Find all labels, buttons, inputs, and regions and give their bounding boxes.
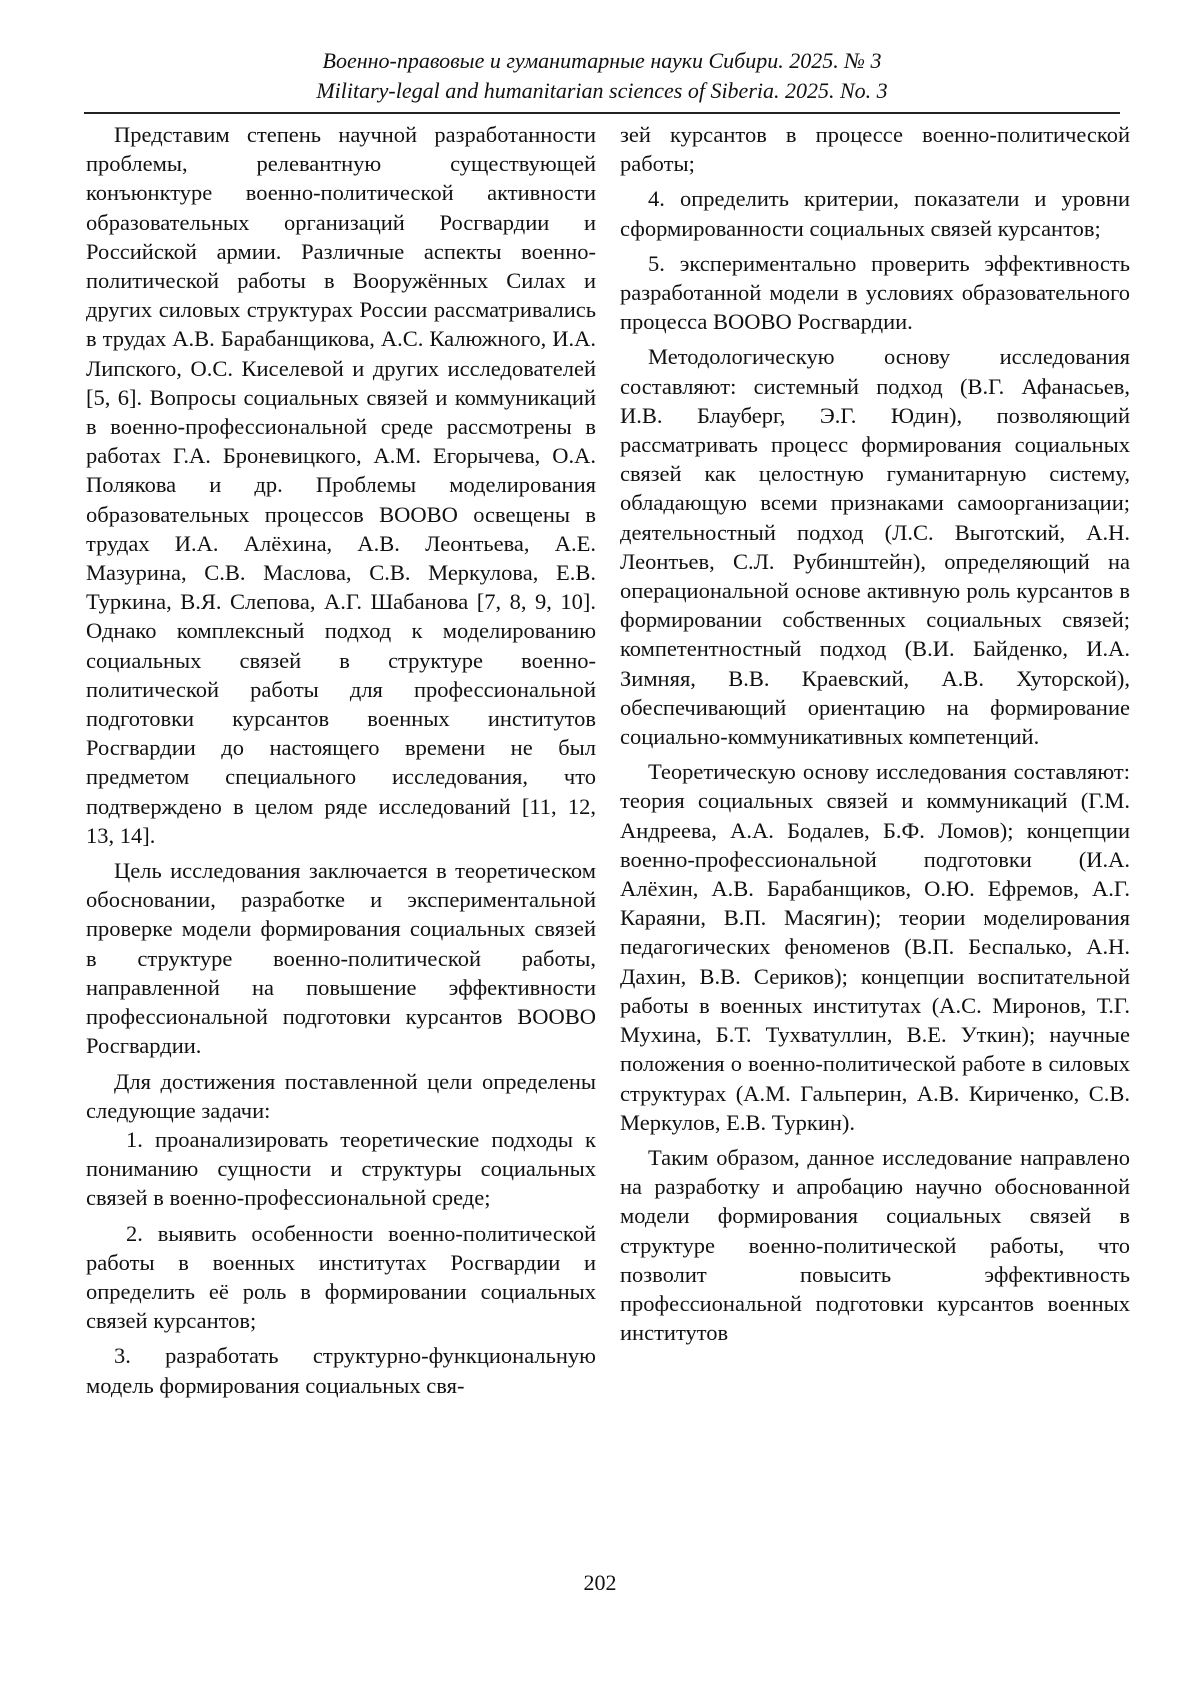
list-item-task-2: 2. выявить особенности военно-политической работы в военных институтах Росгвардии и определить её роль в формировании социальных связей курсантов; bbox=[86, 1220, 596, 1334]
paragraph-methodology: Методологическую основу исследования составляют: системный подход (В.Г. Афанасьев, И.В. Блауберг, Э.Г. Юдин), позволяющий рассматривать процесс формирования социальных связей как целостную гуманитарную систему, обладающую всеми признаками самоорганизации; деятельностный подход (Л.С. Выготский, А.Н. Леонтьев, С.Л. Рубинштейн), определяющий на операциональной основе активную роль курсантов в формировании собственных социальных связей; компетентностный подход (В.И. Байденко, И.А. Зимняя, В.В. Краевский, А.В. Хуторской), обеспечивающий ориентацию на формирование социально-коммуникативных компетенций. bbox=[620, 344, 1130, 750]
list-item-task-4: 4. определить критерии, показатели и уровни сформированности социальных связей курсантов; bbox=[620, 186, 1130, 241]
list-item-task-1: 1. проанализировать теоретические подходы к пониманию сущности и структуры социальных связей в военно-профессиональной среде; bbox=[86, 1126, 596, 1211]
paragraph-literature-review: Представим степень научной разработанности проблемы, релевантную существующей конъюнктуре военно-политической активности образовательных организаций Росгвардии и Российской армии. Различные аспекты военно-политической работы в Вооружённых Силах и других силовых структурах России рассматривались в трудах А.В. Барабанщикова, А.С. Калюжного, И.А. Липского, О.С. Киселевой и других исследователей [5, 6]. Вопросы социальных связей и коммуникаций в военно-профессиональной среде рассмотрены в работах Г.А. Броневицкого, А.М. Егорычева, О.А. Полякова и др. Проблемы моделирования образовательных процессов ВООВО освещены в трудах И.А. Алёхина, А.В. Леонтьева, А.Е. Мазурина, С.В. Маслова, С.В. Меркулова, Е.В. Туркина, В.Я. Слепова, А.Г. Шабанова [7, 8, 9, 10]. Однако комплексный подход к моделированию социальных связей в структуре военно-политической работы для профессиональной подготовки курсантов военных институтов Росгвардии до настоящего времени не был предметом специального исследования, что подтверждено в целом ряде исследований [11, 12, 13, 14]. bbox=[86, 122, 596, 848]
list-item-task-5: 5. экспериментально проверить эффективность разработанной модели в условиях образовательного процесса ВООВО Росгвардии. bbox=[620, 250, 1130, 335]
header-title-en: Military-legal and humanitarian sciences of Siberia. 2025. No. 3 bbox=[316, 78, 888, 103]
right-column bbox=[620, 120, 1130, 1347]
header-rule bbox=[84, 112, 1120, 114]
list-item-task-3: 3. разработать структурно-функциональную модель формирования социальных свя- bbox=[86, 1343, 596, 1398]
left-column bbox=[86, 120, 596, 1400]
header-title-ru: Военно-правовые и гуманитарные науки Сибири. 2025. № 3 bbox=[322, 48, 882, 73]
page-number: 202 bbox=[583, 1570, 617, 1595]
paragraph-tasks-intro: Для достижения поставленной цели определены следующие задачи: bbox=[86, 1068, 596, 1123]
running-header bbox=[84, 46, 1120, 106]
list-item-task-3-continued: зей курсантов в процессе военно-политической работы; bbox=[620, 122, 1130, 177]
paragraph-conclusion: Таким образом, данное исследование направлено на разработку и апробацию научно обоснованной модели формирования социальных связей в структуре военно-политической работы, что позволит повысить эффективность профессиональной подготовки курсантов военных институтов bbox=[620, 1144, 1130, 1346]
paragraph-research-goal: Цель исследования заключается в теоретическом обосновании, разработке и экспериментальной проверке модели формирования социальных связей в структуре военно-политической работы, направленной на повышение эффективности профессиональной подготовки курсантов ВООВО Росгвардии. bbox=[86, 858, 596, 1059]
paragraph-theoretical-basis: Теоретическую основу исследования составляют: теория социальных связей и коммуникаций (Г.М. Андреева, А.А. Бодалев, Б.Ф. Ломов); концепции военно-профессиональной подготовки (И.А. Алёхин, А.В. Барабанщиков, О.Ю. Ефремов, А.Г. Караяни, В.П. Масягин); теории моделирования педагогических феноменов (В.П. Беспалько, А.Н. Дахин, В.В. Сериков); концепции воспитательной работы в военных институтах (А.С. Миронов, Т.Г. Мухина, Б.Т. Тухватуллин, В.Е. Уткин); научные положения о военно-политической работе в силовых структурах (А.М. Гальперин, А.В. Кириченко, С.В. Меркулов, Е.В. Туркин). bbox=[620, 759, 1130, 1135]
